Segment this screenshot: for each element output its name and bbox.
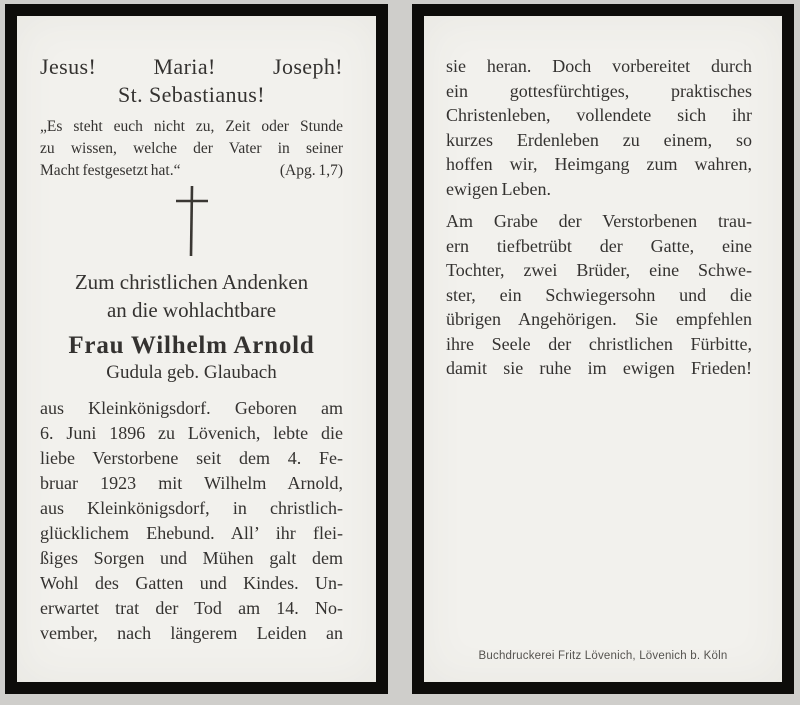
obituary-line: liebe Verstorbene seit dem 4. Fe- — [40, 448, 343, 468]
mourners-line: Am Grabe der Verstorbenen trau- — [446, 211, 752, 231]
memorial-dedication — [40, 268, 343, 324]
quote-closing-text: Macht festgesetzt hat.“ — [40, 162, 181, 179]
continuation-line: sie heran. Doch vorbereitet durch — [446, 56, 752, 76]
invocation-jesus: Jesus! — [40, 54, 97, 79]
quote-closing-line — [40, 160, 343, 182]
obituary-line: glücklichem Ehebund. All’ ihr flei- — [40, 523, 343, 543]
continuation-paragraph — [446, 54, 752, 201]
obituary-line: erwartet trat der Tod am 14. No- — [40, 598, 343, 618]
maiden-name-line: Gudula geb. Glaubach — [106, 362, 277, 383]
left-page-content — [17, 54, 376, 646]
scripture-quote — [40, 116, 343, 182]
obituary-line: bruar 1923 mit Wilhelm Arnold, — [40, 473, 343, 493]
continuation-line: hoffen wir, Heimgang zum wahren, — [446, 154, 752, 174]
mourners-line: ster, ein Schwiegersohn und die — [446, 284, 752, 305]
mourners-line: ern tiefbetrübt der Gatte, eine — [446, 235, 752, 256]
continuation-line: Christenleben, vollendete sich ihr — [446, 105, 752, 125]
deceased-name-heading: Frau Wilhelm Arnold — [68, 332, 315, 359]
quote-citation: (Apg. 1,7) — [279, 162, 343, 179]
mourners-last-line: damit sie ruhe im ewigen Frieden! — [446, 358, 752, 378]
latin-cross-icon — [174, 184, 210, 258]
invocation-joseph: Joseph! — [272, 54, 343, 79]
obituary-line: aus Kleinkönigsdorf. Geboren am — [40, 398, 343, 418]
obituary-line: Wohl des Gatten und Kindes. Un- — [40, 573, 343, 593]
saint-dedication-line: St. Sebastianus! — [118, 82, 265, 107]
printer-imprint: Buchdruckerei Fritz Lövenich, Lövenich b. Köln — [478, 650, 728, 662]
invocation-row — [40, 54, 343, 80]
mourners-line: übrigen Angehörigen. Sie empfehlen — [446, 309, 752, 329]
obituary-line: aus Kleinkönigsdorf, in christlich- — [40, 498, 343, 518]
obituary-line: vember, nach längerem Leiden an — [40, 623, 343, 643]
invocation-maria: Maria! — [153, 54, 216, 79]
dedication-line-1: Zum christlichen Andenken — [74, 270, 309, 294]
continuation-last-line: ewigen Leben. — [446, 178, 551, 199]
mourners-line: Tochter, zwei Brüder, eine Schwe- — [446, 260, 752, 280]
mourners-line: ihre Seele der christlichen Fürbitte, — [446, 333, 752, 354]
obituary-line: 6. Juni 1896 zu Lövenich, lebte die — [40, 423, 343, 443]
right-page-content — [424, 54, 782, 381]
continuation-line: ein gottesfürchtiges, praktisches — [446, 80, 752, 101]
obituary-text — [40, 396, 343, 646]
quote-line: zu wissen, welche der Vater in seiner — [40, 140, 343, 157]
continuation-line: kurzes Erdenleben zu einem, so — [446, 129, 752, 150]
memorial-card-right-page — [412, 4, 794, 694]
dedication-line-2: an die wohlachtbare — [106, 298, 277, 322]
quote-line: „Es steht euch nicht zu, Zeit oder Stunde — [40, 118, 343, 135]
mourners-paragraph — [446, 209, 752, 381]
cross-container — [40, 184, 343, 258]
obituary-line: ßiges Sorgen und Mühen galt dem — [40, 548, 343, 568]
memorial-card-left-page — [5, 4, 388, 694]
